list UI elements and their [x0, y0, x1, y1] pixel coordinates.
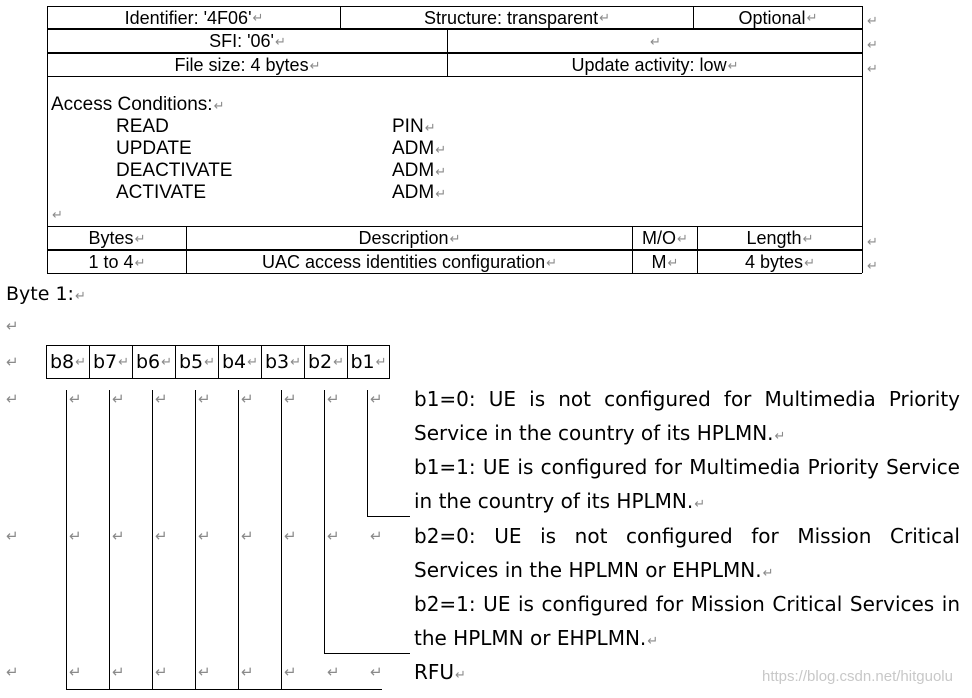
- access-op-read: READ: [116, 116, 169, 137]
- header-mo: M/O ↵: [642, 228, 688, 248]
- bit-b1: b1 ↵: [347, 345, 390, 379]
- watermark: https://blog.csdn.net/hitguolu: [762, 668, 953, 685]
- access-conditions-title: Access Conditions:↵: [51, 94, 225, 115]
- structure-text: Structure: transparent: [424, 7, 599, 28]
- desc-b2-0: b2=0: UE is not configured for Mission Critical Services in the HPLMN or EHPLMN.↵: [414, 524, 960, 582]
- desc-rfu: RFU↵: [414, 660, 466, 684]
- bit-b2: b2 ↵: [304, 345, 348, 379]
- access-cond-activate: ADM↵: [392, 182, 447, 203]
- bit-b8: b8 ↵: [46, 345, 90, 379]
- bit-b3: b3 ↵: [261, 345, 305, 379]
- sfi-text: SFI: '06': [209, 31, 274, 51]
- row-length: 4 bytes ↵: [745, 252, 815, 272]
- identifier-text: Identifier: '4F06': [124, 7, 252, 28]
- bit-b4: b4 ↵: [218, 345, 262, 379]
- access-op-activate: ACTIVATE: [116, 182, 207, 203]
- access-cond-deactivate: ADM↵: [392, 160, 447, 181]
- bit-b6: b6 ↵: [132, 345, 176, 379]
- access-cond-read: PIN↵: [392, 116, 436, 137]
- header-length: Length ↵: [746, 228, 814, 248]
- optional-cell: Optional ↵: [738, 7, 818, 28]
- desc-b1-1: b1=1: UE is configured for Multimedia Priority Service in the country of its HPLMN.↵: [414, 455, 960, 513]
- bit-b7: b7 ↵: [89, 345, 133, 379]
- file-size-cell: File size: 4 bytes ↵: [174, 55, 321, 75]
- header-description: Description ↵: [358, 228, 461, 248]
- sfi-cell: SFI: '06' ↵: [209, 31, 286, 51]
- row-bytes: 1 to 4 ↵: [88, 252, 146, 272]
- update-activity-text: Update activity: low: [571, 55, 727, 75]
- update-activity-cell: Update activity: low ↵: [571, 55, 739, 75]
- access-op-update: UPDATE: [116, 138, 192, 159]
- optional-text: Optional: [738, 7, 806, 28]
- access-op-deactivate: DEACTIVATE: [116, 160, 233, 181]
- row-mo: M ↵: [651, 252, 679, 272]
- byte1-title: Byte 1:↵: [6, 283, 86, 305]
- desc-b1-0: b1=0: UE is not configured for Multimedia Priority Service in the country of its HPLMN.↵: [414, 387, 960, 445]
- row-description: UAC access identities configuration ↵: [261, 252, 558, 272]
- desc-b2-1: b2=1: UE is configured for Mission Critical Services in the HPLMN or EHPLMN.↵: [414, 592, 960, 650]
- access-cond-update: ADM↵: [392, 138, 447, 159]
- bit-b5: b5 ↵: [175, 345, 219, 379]
- file-size-text: File size: 4 bytes: [174, 55, 309, 75]
- empty-cell: ↵: [650, 33, 661, 49]
- structure-cell: Structure: transparent ↵: [424, 7, 610, 28]
- identifier-cell: Identifier: '4F06' ↵: [124, 7, 264, 28]
- header-bytes: Bytes ↵: [88, 228, 146, 248]
